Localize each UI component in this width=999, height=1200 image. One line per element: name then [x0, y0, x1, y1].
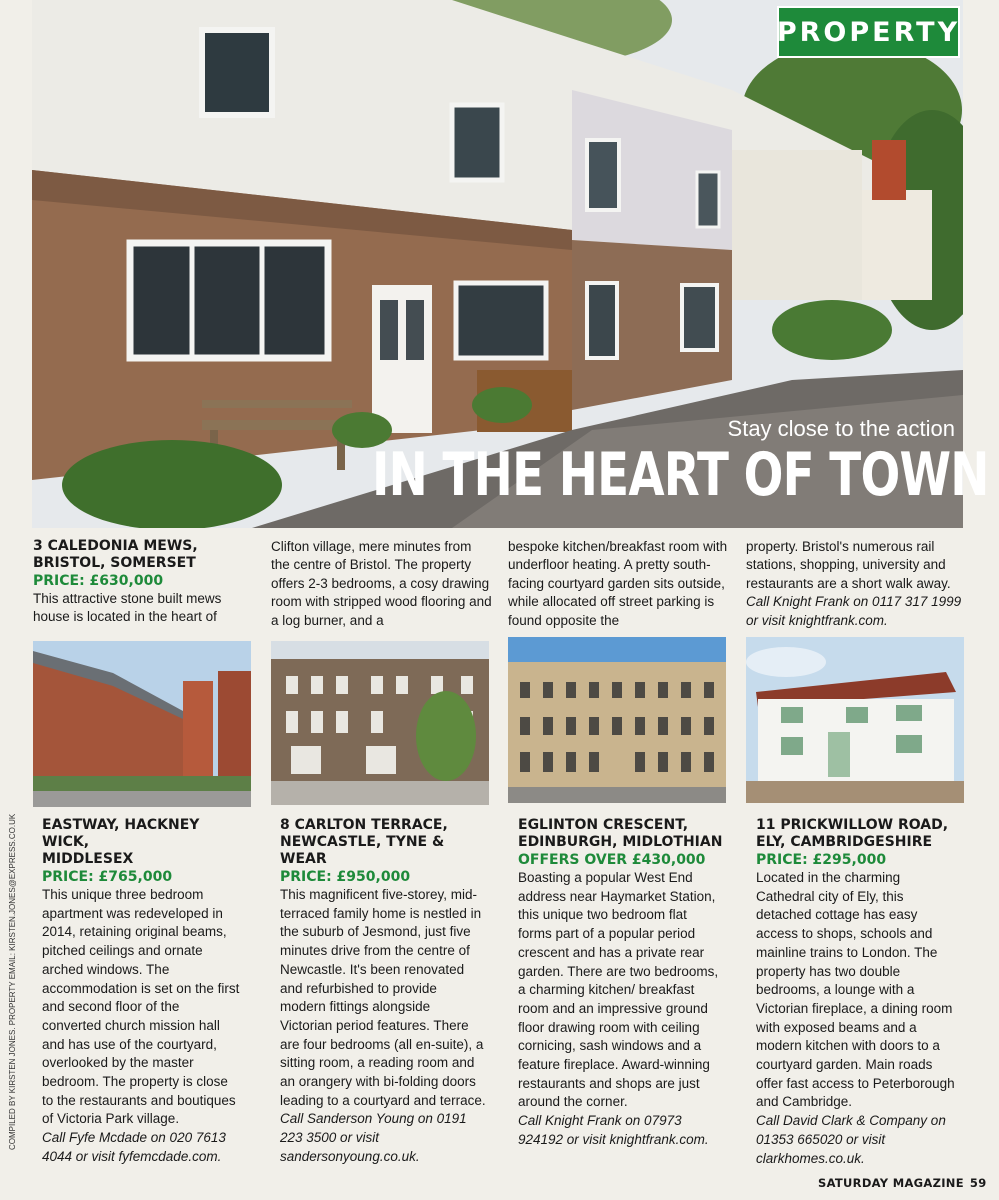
- listing-price: PRICE: £295,000: [756, 852, 887, 868]
- listing-price: PRICE: £950,000: [280, 869, 411, 885]
- featured-cta: Call Knight Frank on 0117 317 1999 or visit knightfrank.com.: [746, 594, 962, 628]
- section-badge: PROPERTY: [777, 6, 960, 58]
- listing-cta: Call Sanderson Young on 0191 223 3500 or visit sandersonyoung.co.uk.: [280, 1111, 467, 1164]
- featured-body-4: property. Bristol's numerous rail stations, shopping, university and restaurants are a short walk away.: [746, 539, 951, 591]
- featured-col-2: [271, 538, 493, 630]
- compiler-credit: [6, 813, 22, 1150]
- featured-body-1: This attractive stone built mews house is located in the heart of: [33, 591, 222, 625]
- featured-price: PRICE: £630,000: [33, 573, 164, 589]
- listing-cta: Call Fyfe Mcdade on 020 7613 4044 or visit fyfemcdade.com.: [42, 1130, 226, 1164]
- listing-title-line1: 8 CARLTON TERRACE,: [280, 817, 448, 833]
- listing-body: Located in the charming Cathedral city of Ely, this detached cottage has easy access to shops, schools and mainline trains to London. The property has two double bedrooms, a lounge with a Victorian fireplace, a dining room with exposed beams and a modern kitchen with doors to a courtyard garden. Main roads offer fast access to Peterborough and Cambridge.: [756, 870, 955, 1110]
- featured-col-1: [33, 538, 255, 627]
- listing-photo-eastway: [33, 641, 251, 807]
- featured-title-line2: BRISTOL, SOMERSET: [33, 555, 196, 571]
- featured-body-2: Clifton village, mere minutes from the centre of Bristol. The property offers 2-3 bedrooms, a cosy drawing room with stripped wood flooring and a log burner, and a: [271, 539, 492, 628]
- listing-photo-prickwillow: [746, 637, 964, 803]
- listing-title-line2: EDINBURGH, MIDLOTHIAN: [518, 834, 723, 850]
- magazine-name: SATURDAY MAGAZINE: [818, 1176, 964, 1190]
- page-footer: [818, 1176, 987, 1190]
- featured-col-4: [746, 538, 968, 630]
- listing-body: This unique three bedroom apartment was redeveloped in 2014, retaining original beams, pitched ceilings and ornate arched windows. The accommodation is set on the first and second floor of the converted church mission hall and has use of the courtyard, overlooked by the master bedroom. The property is close to the restaurants and boutiques of Victoria Park village.: [42, 887, 240, 1127]
- listing-price: PRICE: £765,000: [42, 869, 173, 885]
- listing-photo-carlton: [271, 641, 489, 805]
- listing-body: This magnificent five-storey, mid-terraced family home is nestled in the suburb of Jesmond, just five minutes drive from the centre of Newcastle. It's been renovated and refurbished to provide modern fittings alongside Victorian period features. There are four bedrooms (all en-suite), a sitting room, a reading room and an orangery with bi-folding doors leading to a courtyard and terrace.: [280, 887, 486, 1108]
- listing-cta: Call Knight Frank on 07973 924192 or visit knightfrank.com.: [518, 1113, 709, 1147]
- listing-title-line2: ELY, CAMBRIDGESHIRE: [756, 834, 933, 850]
- listing-title-line2: MIDDLESEX: [42, 851, 134, 867]
- listing-price: OFFERS OVER £430,000: [518, 852, 706, 868]
- hero-kicker: Stay close to the action: [727, 416, 955, 441]
- featured-body-3: bespoke kitchen/breakfast room with underfloor heating. A pretty south-facing courtyard garden sits outside, while allocated off street parking is found opposite the: [508, 539, 728, 628]
- listing-prickwillow: [756, 817, 960, 1168]
- listing-photo-eglinton: [508, 637, 726, 803]
- featured-col-3: [508, 538, 730, 630]
- listing-title-line1: 11 PRICKWILLOW ROAD,: [756, 817, 949, 833]
- listing-carlton: [280, 817, 486, 1167]
- compiler-credit-text: COMPILED BY KIRSTEN JONES. PROPERTY EMAIL: KIRSTEN.JONES@EXPRESS.CO.UK: [8, 813, 17, 1150]
- hero-headline: IN THE HEART OF TOWN: [372, 440, 989, 510]
- listing-body: Boasting a popular West End address near Haymarket Station, this unique two bedroom flat forms part of a popular period crescent and has a private rear garden. There are two bedrooms, a charming kitchen/ breakfast room and an impressive ground floor drawing room with ceiling cornicing, sash windows and a feature fireplace. Award-winning restaurants and shops are just around the corner.: [518, 870, 719, 1110]
- listing-cta: Call David Clark & Company on 01353 665020 or visit clarkhomes.co.uk.: [756, 1113, 946, 1166]
- listing-title-line1: EGLINTON CRESCENT,: [518, 817, 689, 833]
- featured-title-line1: 3 CALEDONIA MEWS,: [33, 538, 198, 554]
- listing-eastway: [42, 817, 242, 1167]
- listing-title-line1: EASTWAY, HACKNEY WICK,: [42, 817, 200, 850]
- listing-eglinton: [518, 817, 724, 1150]
- listing-title-line2: NEWCASTLE, TYNE & WEAR: [280, 834, 445, 867]
- page-number: 59: [969, 1176, 987, 1190]
